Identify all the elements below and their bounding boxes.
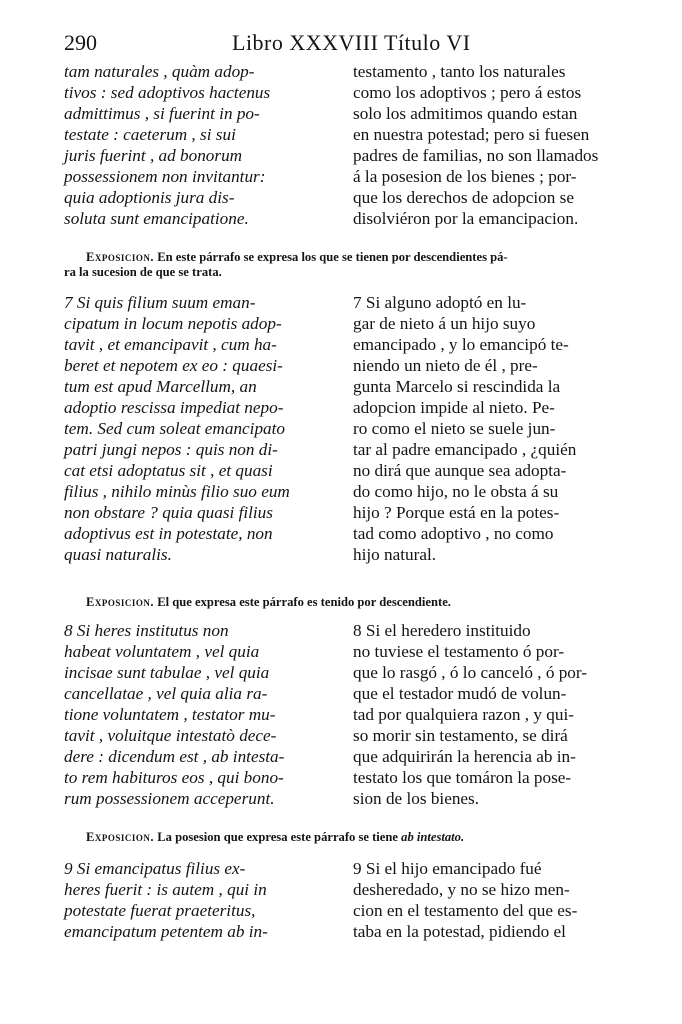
latin-line: emancipatum petentem ab in- xyxy=(64,922,268,941)
latin-line: tam naturales , quàm adop- xyxy=(64,62,255,81)
spanish-line: niendo un nieto de él , pre- xyxy=(353,356,538,375)
latin-line: tavit , voluitque intestatò dece- xyxy=(64,726,277,745)
running-title: Libro XXXVIII Título VI xyxy=(232,30,471,55)
spanish-line: que lo rasgó , ó lo canceló , ó por- xyxy=(353,663,588,682)
exposition-note-2 xyxy=(86,830,631,845)
spanish-line: 7 Si alguno adoptó en lu- xyxy=(353,293,527,312)
latin-line: tum est apud Marcellum, an xyxy=(64,377,257,396)
latin-line: rum possessionem acceperunt. xyxy=(64,789,275,808)
spanish-line: desheredado, y no se hizo men- xyxy=(353,880,570,899)
latin-line: adoptivus est in potestate, non xyxy=(64,524,273,543)
spanish-line: á la posesion de los bienes ; por- xyxy=(353,167,577,186)
running-head xyxy=(64,30,624,54)
latin-line: possessionem non invitantur: xyxy=(64,167,266,186)
page-number: 290 xyxy=(64,30,97,55)
latin-line: adoptio rescissa impediat nepo- xyxy=(64,398,284,417)
spanish-line: taba en la potestad, pidiendo el xyxy=(353,922,566,941)
latin-line: to rem habituros eos , qui bono- xyxy=(64,768,284,787)
exposition-label: Exposicion. xyxy=(86,830,155,844)
spanish-line: gar de nieto á un hijo suyo xyxy=(353,314,536,333)
latin-line: dere : dicendum est , ab intesta- xyxy=(64,747,285,766)
spanish-line: emancipado , y lo emancipó te- xyxy=(353,335,569,354)
spanish-line: no dirá que aunque sea adopta- xyxy=(353,461,567,480)
spanish-line: do como hijo, no le obsta á su xyxy=(353,482,559,501)
latin-line: admittimus , si fuerint in po- xyxy=(64,104,260,123)
spanish-line: en nuestra potestad; pero si fuesen xyxy=(353,125,590,144)
latin-line: non obstare ? quia quasi filius xyxy=(64,503,273,522)
latin-line: incisae sunt tabulae , vel quia xyxy=(64,663,270,682)
latin-line: quasi naturalis. xyxy=(64,545,172,564)
latin-line: juris fuerint , ad bonorum xyxy=(64,146,243,165)
exposition-italic-tail: ab intestato. xyxy=(401,830,465,844)
latin-line: beret et nepotem ex eo : quaesi- xyxy=(64,356,283,375)
spanish-line: tad como adoptivo , no como xyxy=(353,524,554,543)
latin-line: 9 Si emancipatus filius ex- xyxy=(64,859,246,878)
latin-line: habeat voluntatem , vel quia xyxy=(64,642,260,661)
latin-line: testate : caeterum , si sui xyxy=(64,125,236,144)
spanish-line: disolviéron por la emancipacion. xyxy=(353,209,579,228)
latin-line: filius , nihilo minùs filio suo eum xyxy=(64,482,290,501)
exposition-label: Exposicion. xyxy=(86,250,155,264)
exposition-text: En este párrafo se expresa los que se tienen por descendientes pá- xyxy=(157,250,508,264)
latin-line: heres fuerit : is autem , qui in xyxy=(64,880,267,899)
spanish-line: so morir sin testamento, se dirá xyxy=(353,726,568,745)
latin-line: tem. Sed cum soleat emancipato xyxy=(64,419,285,438)
exposition-note-1 xyxy=(86,595,631,610)
latin-line: 7 Si quis filium suum eman- xyxy=(64,293,256,312)
spanish-line: tar al padre emancipado , ¿quién xyxy=(353,440,577,459)
exposition-text: ra la sucesion de que se trata. xyxy=(64,265,222,279)
latin-line: potestate fuerat praeteritus, xyxy=(64,901,256,920)
spanish-line: no tuviese el testamento ó por- xyxy=(353,642,565,661)
spanish-line: testamento , tanto los naturales xyxy=(353,62,566,81)
spanish-line: que los derechos de adopcion se xyxy=(353,188,574,207)
latin-line: patri jungi nepos : quis non di- xyxy=(64,440,278,459)
spanish-line: 8 Si el heredero instituido xyxy=(353,621,531,640)
exposition-label: Exposicion. xyxy=(86,595,155,609)
spanish-line: padres de familias, no son llamados xyxy=(353,146,599,165)
spanish-line: cion en el testamento del que es- xyxy=(353,901,578,920)
latin-line: quia adoptionis jura dis- xyxy=(64,188,235,207)
latin-line: soluta sunt emancipatione. xyxy=(64,209,249,228)
latin-line: tione voluntatem , testator mu- xyxy=(64,705,276,724)
spanish-line: tad por qualquiera razon , y qui- xyxy=(353,705,574,724)
spanish-line: sion de los bienes. xyxy=(353,789,480,808)
latin-line: tivos : sed adoptivos hactenus xyxy=(64,83,271,102)
latin-line: cancellatae , vel quia alia ra- xyxy=(64,684,268,703)
spanish-line: testato los que tomáron la pose- xyxy=(353,768,572,787)
spanish-line: que adquirirán la herencia ab in- xyxy=(353,747,576,766)
spanish-line: adopcion impide al nieto. Pe- xyxy=(353,398,555,417)
latin-line: cipatum in locum nepotis adop- xyxy=(64,314,282,333)
spanish-line: que el testador mudó de volun- xyxy=(353,684,567,703)
spanish-line: gunta Marcelo si rescindida la xyxy=(353,377,561,396)
spanish-line: solo los admitimos quando estan xyxy=(353,104,578,123)
latin-line: cat etsi adoptatus sit , et quasi xyxy=(64,461,273,480)
exposition-note-0-cont xyxy=(64,265,609,280)
latin-line: tavit , et emancipavit , cum ha- xyxy=(64,335,277,354)
exposition-text: La posesion que expresa este párrafo se tiene xyxy=(157,830,398,844)
latin-line: 8 Si heres institutus non xyxy=(64,621,229,640)
spanish-line: como los adoptivos ; pero á estos xyxy=(353,83,582,102)
spanish-line: hijo ? Porque está en la potes- xyxy=(353,503,560,522)
spanish-line: ro como el nieto se suele jun- xyxy=(353,419,556,438)
spanish-line: hijo natural. xyxy=(353,545,437,564)
spanish-line: 9 Si el hijo emancipado fué xyxy=(353,859,542,878)
exposition-text: El que expresa este párrafo es tenido por descendiente. xyxy=(157,595,451,609)
exposition-note-0 xyxy=(86,250,631,265)
